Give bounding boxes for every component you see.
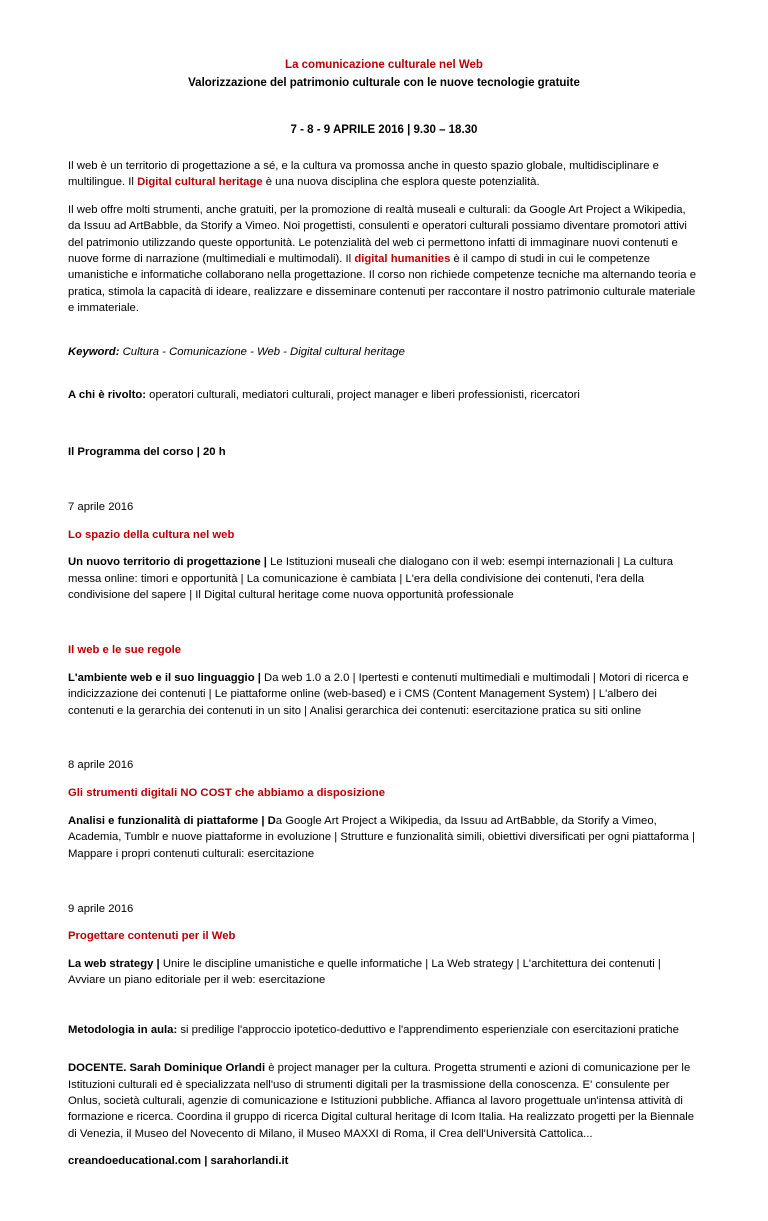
- methodology-line: [68, 1022, 700, 1038]
- intro-paragraph-2: [68, 202, 700, 317]
- teacher-bio: [68, 1060, 700, 1142]
- program-module-title: Progettare contenuti per il Web: [68, 930, 236, 943]
- program-day-date: 8 aprile 2016: [68, 759, 134, 772]
- course-dates: 7 - 8 - 9 APRILE 2016 | 9.30 – 18.30: [290, 124, 478, 137]
- program-module-title: Il web e le sue regole: [68, 644, 182, 657]
- program-module-text: Da web 1.0 a 2.0 | Ipertesti e contenuti multimediali e multimodali | Motori di ricerca e indicizzazione dei contenuti | Le piattaforme online (web-based) e i CMS (Content Management System) | L'albero dei contenuti e la gerarchia dei contenuti in un sito | Analisi gerarchica dei contenuti: esercitazione pratica su siti online: [68, 671, 689, 717]
- document-subtitle: Valorizzazione del patrimonio culturale con le nuove tecnologie gratuite: [188, 76, 580, 89]
- intro-p1-text-a: Il web è un territorio di progettazione a sé, e la cultura va promossa anche in questo spazio globale, multidisciplinare e multilingue. Il: [68, 160, 659, 189]
- audience-label: A chi è rivolto:: [68, 389, 147, 402]
- program-module-body: [68, 956, 700, 989]
- intro-p2-text-a: Il web offre molti strumenti, anche gratuiti, per la promozione di realtà museali e culturali: da Google Art Project a Wikipedia, da Issuu ad ArtBabble, da Storify a Vimeo. Noi progettisti, consulenti e operatori culturali possiamo diventare promotori attivi del patrimonio utilizzando queste opportunità. Le potenzialità del web ci permettono infatti di immaginare nuovi contenuti e nuove forme di narrazione (multimediali e multimodali). Il: [68, 203, 687, 265]
- program-module-title: Gli strumenti digitali NO COST che abbiamo a disposizione: [68, 787, 385, 800]
- program-module-body: [68, 554, 700, 603]
- teacher-contact: creandoeducational.com | sarahorlandi.it: [68, 1155, 289, 1168]
- teacher-name: DOCENTE. Sarah Dominique Orlandi: [68, 1062, 266, 1075]
- teacher-description: è project manager per la cultura. Progetta strumenti e azioni di comunicazione per le Istituzioni culturali ed è specializzata nell'uso di strumenti digitali per la trasmissione della conoscenza. E' consulente per Onlus, società culturali, agenzie di comunicazione e Istituzioni pubbliche. Affianca al lavoro progettuale un'intensa attività di formazione e ricerca. Coordina il gruppo di ricerca Digital cultural heritage di Icom Italia. Ha realizzato progetti per la Biennale di Venezia, il Museo del Novecento di Milano, il Museo MAXXI di Roma, il Crea dell'Università Cattolica...: [68, 1062, 695, 1140]
- audience-line: [68, 387, 700, 403]
- program-module-body: [68, 670, 700, 719]
- document-title: La comunicazione culturale nel Web: [285, 59, 483, 71]
- program-module-lead: Un nuovo territorio di progettazione |: [68, 556, 267, 569]
- program-module-text: Unire le discipline umanistiche e quelle informatiche | La Web strategy | L'architettura dei contenuti | Avviare un piano editoriale per il web: esercitazione: [68, 957, 661, 987]
- audience-value: operatori culturali, mediatori culturali, project manager e liberi professionisti, ricercatori: [146, 389, 580, 402]
- program-day-date: 9 aprile 2016: [68, 902, 134, 915]
- program-heading: Il Programma del corso | 20 h: [68, 446, 226, 459]
- program-module-lead: L'ambiente web e il suo linguaggio |: [68, 671, 261, 684]
- intro-paragraph-1: [68, 158, 700, 191]
- keyword-label: Keyword:: [68, 345, 120, 358]
- intro-p2-highlight: digital humanities: [354, 252, 451, 265]
- program-module-body: [68, 813, 700, 862]
- keyword-value: Cultura - Comunicazione - Web - Digital cultural heritage: [119, 345, 405, 358]
- program-module-text: Le Istituzioni museali che dialogano con il web: esempi internazionali | La cultura messa online: timori e opportunità | La comunicazione è cambiata | L'era della condivisione dei contenuti, l'era della condivisione del sapere | Il Digital cultural heritage come nuova opportunità professionale: [68, 556, 674, 602]
- program-module-title: Lo spazio della cultura nel web: [68, 528, 235, 541]
- program-module-lead: Analisi e funzionalità di piattaforme | D: [68, 814, 276, 827]
- intro-p2-text-b: è il campo di studi in cui le competenze umanistiche e informatiche collaborano nella progettazione. Il corso non richiede competenze tecniche ma alternando teoria e pratica, stimola la capacità di ideare, realizzare e disseminare contenuti per raccontare il nostro patrimonio culturale materiale e immateriale.: [68, 252, 696, 315]
- intro-p1-text-b: è una nuova disciplina che esplora queste potenzialità.: [262, 176, 540, 189]
- program-module-lead: La web strategy |: [68, 957, 160, 970]
- methodology-value: si predilige l'approccio ipotetico-deduttivo e l'apprendimento esperienziale con esercitazioni pratiche: [177, 1023, 679, 1036]
- methodology-label: Metodologia in aula:: [68, 1023, 178, 1036]
- program-day-date: 7 aprile 2016: [68, 501, 134, 514]
- keyword-line: [68, 344, 700, 360]
- intro-p1-highlight: Digital cultural heritage: [137, 176, 263, 189]
- program-module-text: a Google Art Project a Wikipedia, da Issuu ad ArtBabble, da Storify a Vimeo, Academia, Tumblr e nuove piattaforme in evoluzione | Strutture e funzionalità simili, obiettivi diversificati per ogni piattaforma | Mappare i propri contenuti culturali: esercitazione: [68, 814, 695, 860]
